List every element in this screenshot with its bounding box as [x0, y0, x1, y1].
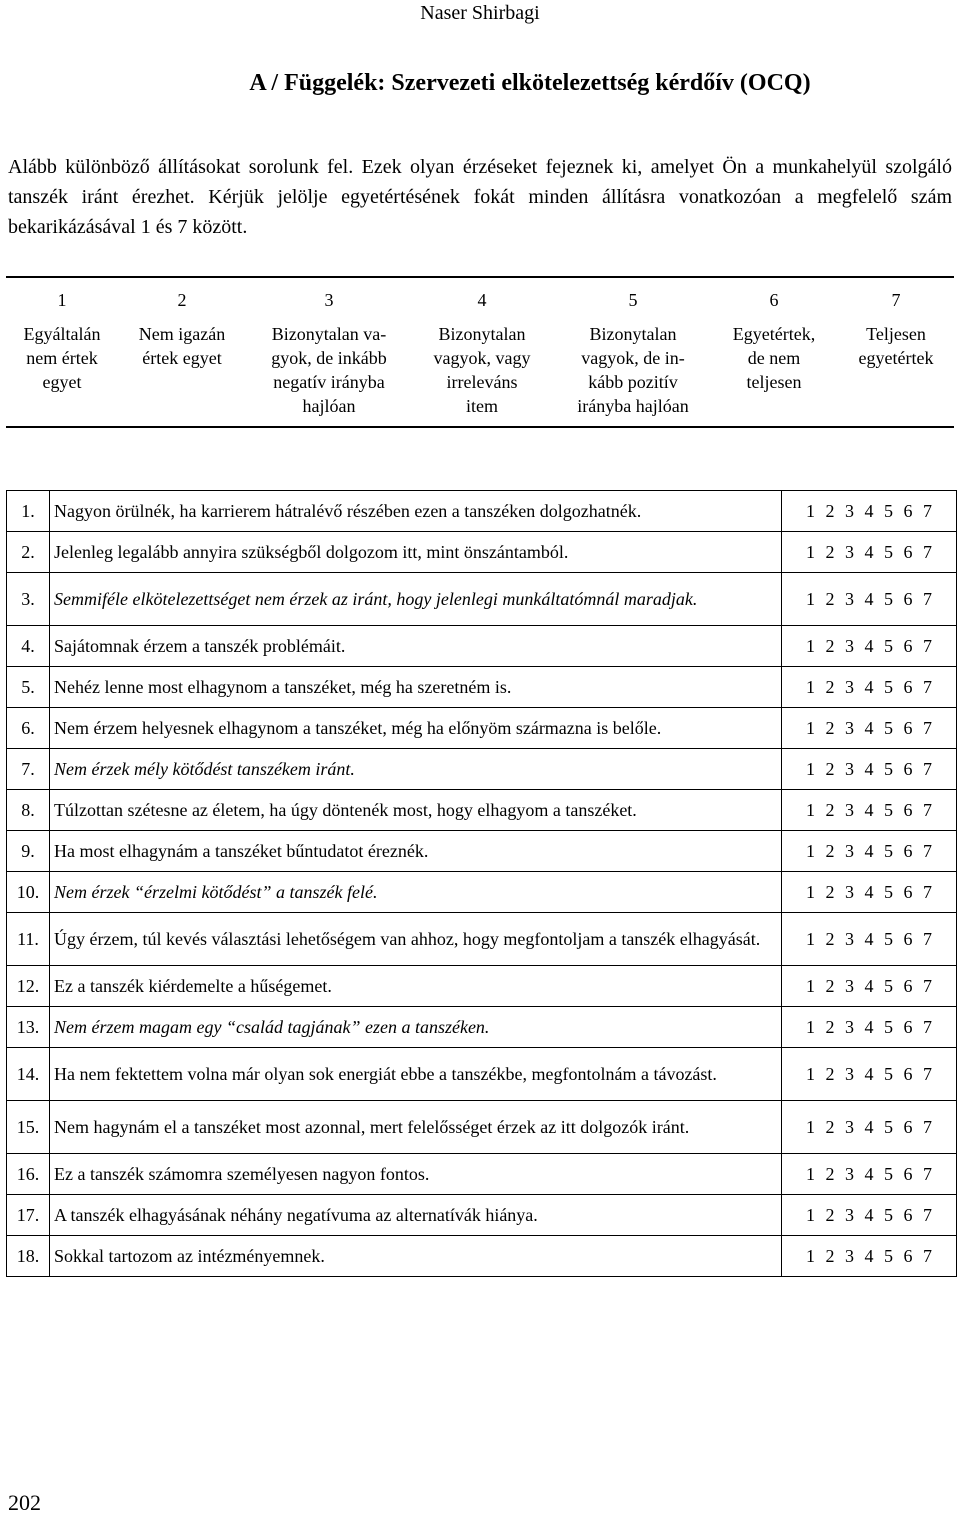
questionnaire-item-row: [7, 790, 957, 831]
item-rating-options[interactable]: 1 2 3 4 5 6 7: [782, 872, 957, 913]
scale-description: [254, 322, 404, 418]
scale-description-line: Bizonytalan: [438, 324, 526, 344]
item-statement: Túlzottan szétesne az életem, ha úgy döntenék most, hogy elhagyom a tanszéket.: [50, 790, 782, 831]
scale-option-7: [836, 278, 956, 424]
scale-description-line: Bizonytalan va-: [271, 324, 387, 344]
item-rating-options[interactable]: 1 2 3 4 5 6 7: [782, 532, 957, 573]
item-statement: Nem érzem helyesnek elhagynom a tanszéket, még ha előnyöm származna is belőle.: [50, 708, 782, 749]
item-statement: Ha nem fektettem volna már olyan sok energiát ebbe a tanszékbe, megfontolnám a távozást.: [50, 1048, 782, 1101]
scale-description-line: egyet: [42, 372, 82, 392]
item-number: 8.: [7, 790, 50, 831]
scale-number: 5: [628, 290, 638, 310]
questionnaire-item-row: [7, 1154, 957, 1195]
item-statement: Sokkal tartozom az intézményemnek.: [50, 1236, 782, 1277]
scale-description-line: de nem: [747, 348, 801, 368]
item-number: 12.: [7, 966, 50, 1007]
scale-description-line: vagyok, de in-: [581, 348, 685, 368]
scale-option-2: [122, 278, 242, 424]
item-number: 9.: [7, 831, 50, 872]
questionnaire-item-row: [7, 1195, 957, 1236]
questionnaire-item-row: [7, 831, 957, 872]
item-statement: Ez a tanszék kiérdemelte a hűségemet.: [50, 966, 782, 1007]
running-header-author: Naser Shirbagi: [420, 2, 540, 24]
scale-number: 7: [891, 290, 901, 310]
scale-description-line: Bizonytalan: [589, 324, 677, 344]
questionnaire-item-row: [7, 626, 957, 667]
scale-description-line: egyetértek: [858, 348, 934, 368]
scale-option-5: [558, 278, 708, 424]
scale-description-line: Egyetértek,: [732, 324, 816, 344]
item-statement: Nem érzek “érzelmi kötődést” a tanszék felé.: [50, 872, 782, 913]
item-rating-options[interactable]: 1 2 3 4 5 6 7: [782, 749, 957, 790]
item-statement: Ha most elhagynám a tanszéket bűntudatot éreznék.: [50, 831, 782, 872]
item-rating-options[interactable]: 1 2 3 4 5 6 7: [782, 1007, 957, 1048]
scale-number: 2: [177, 290, 187, 310]
item-rating-options[interactable]: 1 2 3 4 5 6 7: [782, 708, 957, 749]
item-number: 16.: [7, 1154, 50, 1195]
item-rating-options[interactable]: 1 2 3 4 5 6 7: [782, 491, 957, 532]
scale-description-line: vagyok, vagy: [433, 348, 531, 368]
scale-number: 1: [57, 290, 67, 310]
questionnaire-item-row: [7, 1101, 957, 1154]
item-number: 14.: [7, 1048, 50, 1101]
item-statement: Nehéz lenne most elhagynom a tanszéket, még ha szeretném is.: [50, 667, 782, 708]
item-number: 7.: [7, 749, 50, 790]
scale-number: 6: [769, 290, 779, 310]
item-rating-options[interactable]: 1 2 3 4 5 6 7: [782, 626, 957, 667]
item-number: 15.: [7, 1101, 50, 1154]
item-statement: Nem hagynám el a tanszéket most azonnal, mert felelősséget érzek az itt dolgozók iránt.: [50, 1101, 782, 1154]
scale-description-line: Teljesen: [866, 324, 926, 344]
item-rating-options[interactable]: 1 2 3 4 5 6 7: [782, 1101, 957, 1154]
scale-option-6: [709, 278, 839, 424]
scale-description-line: item: [466, 396, 498, 416]
response-scale-legend: [6, 276, 954, 428]
scale-option-3: [254, 278, 404, 424]
item-number: 13.: [7, 1007, 50, 1048]
questionnaire-item-row: [7, 872, 957, 913]
scale-description-line: nem értek: [26, 348, 98, 368]
item-number: 6.: [7, 708, 50, 749]
item-rating-options[interactable]: 1 2 3 4 5 6 7: [782, 1195, 957, 1236]
questionnaire-item-row: [7, 966, 957, 1007]
item-rating-options[interactable]: 1 2 3 4 5 6 7: [782, 966, 957, 1007]
item-statement: Nem érzek mély kötődést tanszékem iránt.: [50, 749, 782, 790]
item-number: 10.: [7, 872, 50, 913]
item-rating-options[interactable]: 1 2 3 4 5 6 7: [782, 1048, 957, 1101]
scale-number: 4: [477, 290, 487, 310]
scale-number: 3: [324, 290, 334, 310]
questionnaire-item-row: [7, 573, 957, 626]
scale-description: [2, 322, 122, 394]
item-rating-options[interactable]: 1 2 3 4 5 6 7: [782, 1154, 957, 1195]
scale-description: [836, 322, 956, 370]
item-number: 11.: [7, 913, 50, 966]
item-rating-options[interactable]: 1 2 3 4 5 6 7: [782, 573, 957, 626]
item-rating-options[interactable]: 1 2 3 4 5 6 7: [782, 790, 957, 831]
questionnaire-table: [6, 490, 957, 1277]
questionnaire-item-row: [7, 532, 957, 573]
item-statement: Úgy érzem, túl kevés választási lehetőségem van ahhoz, hogy megfontoljam a tanszék elhagyását.: [50, 913, 782, 966]
scale-description: [407, 322, 557, 418]
scale-description-line: negatív irányba: [273, 372, 385, 392]
scale-description-line: Nem igazán: [138, 324, 226, 344]
scale-description-line: irányba hajlóan: [577, 396, 689, 416]
scale-description-line: irreleváns: [446, 372, 518, 392]
questionnaire-item-row: [7, 749, 957, 790]
item-rating-options[interactable]: 1 2 3 4 5 6 7: [782, 913, 957, 966]
questionnaire-item-row: [7, 913, 957, 966]
document-title: A / Függelék: Szervezeti elkötelezettség kérdőív (OCQ): [249, 70, 811, 96]
item-number: 1.: [7, 491, 50, 532]
item-number: 17.: [7, 1195, 50, 1236]
item-statement: Nagyon örülnék, ha karrierem hátralévő részében ezen a tanszéken dolgozhatnék.: [50, 491, 782, 532]
item-number: 4.: [7, 626, 50, 667]
scale-description-line: kább pozitív: [588, 372, 678, 392]
intro-paragraph: Alább különböző állításokat sorolunk fel. Ezek olyan érzéseket fejeznek ki, amelyet Ön a munkahelyül szolgáló tanszék iránt érezhet. Kérjük jelölje egyetértésének fokát minden állításra vonatkozóan a megfelelő szám bekarikázásával 1 és 7 között.: [8, 156, 952, 238]
questionnaire-item-row: [7, 708, 957, 749]
questionnaire-item-row: [7, 667, 957, 708]
scale-option-4: [407, 278, 557, 424]
item-number: 2.: [7, 532, 50, 573]
scale-description-line: Egyáltalán: [23, 324, 101, 344]
questionnaire-item-row: [7, 1007, 957, 1048]
scale-description-line: hajlóan: [302, 396, 356, 416]
item-rating-options[interactable]: 1 2 3 4 5 6 7: [782, 1236, 957, 1277]
item-rating-options[interactable]: 1 2 3 4 5 6 7: [782, 667, 957, 708]
item-number: 5.: [7, 667, 50, 708]
item-statement: Nem érzem magam egy “család tagjának” ezen a tanszéken.: [50, 1007, 782, 1048]
scale-description: [122, 322, 242, 370]
item-rating-options[interactable]: 1 2 3 4 5 6 7: [782, 831, 957, 872]
item-statement: A tanszék elhagyásának néhány negatívuma az alternatívák hiánya.: [50, 1195, 782, 1236]
scale-description: [558, 322, 708, 418]
questionnaire-item-row: [7, 1236, 957, 1277]
questionnaire-item-row: [7, 1048, 957, 1101]
page-number: 202: [8, 1490, 41, 1515]
scale-option-1: [2, 278, 122, 424]
scale-description: [709, 322, 839, 394]
item-statement: Sajátomnak érzem a tanszék problémáit.: [50, 626, 782, 667]
item-statement: Jelenleg legalább annyira szükségből dolgozom itt, mint önszántamból.: [50, 532, 782, 573]
scale-description-line: értek egyet: [142, 348, 222, 368]
item-number: 3.: [7, 573, 50, 626]
item-number: 18.: [7, 1236, 50, 1277]
item-statement: Ez a tanszék számomra személyesen nagyon fontos.: [50, 1154, 782, 1195]
scale-description-line: teljesen: [746, 372, 802, 392]
scale-description-line: gyok, de inkább: [271, 348, 387, 368]
item-statement: Semmiféle elkötelezettséget nem érzek az iránt, hogy jelenlegi munkáltatómnál maradjak.: [50, 573, 782, 626]
questionnaire-item-row: [7, 491, 957, 532]
